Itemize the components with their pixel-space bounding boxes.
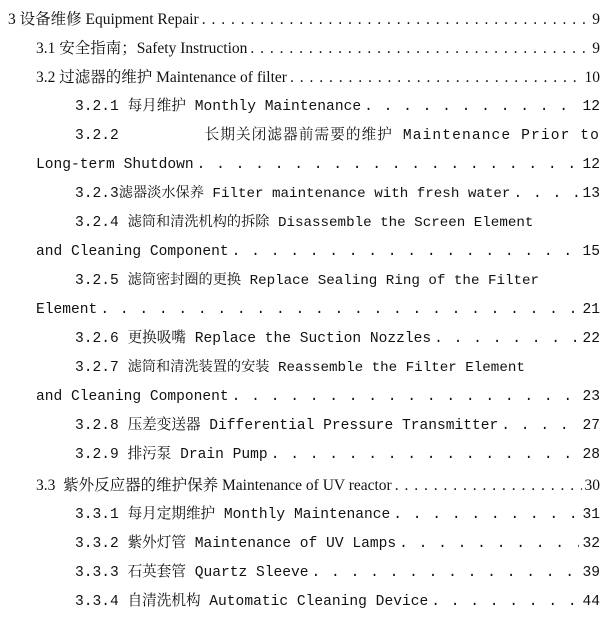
toc-leader-dots <box>271 441 580 469</box>
toc-number: 3.2.5 <box>75 273 119 289</box>
toc-entry-3-2-3[interactable] <box>75 180 600 208</box>
toc-entry-3-3-2[interactable] <box>75 530 600 558</box>
toc-number: 3.2.4 <box>75 215 119 231</box>
toc-entry-3-2-4[interactable] <box>75 209 600 237</box>
toc-title: 长期关闭滤器前需要的维护 Maintenance Prior to <box>204 128 600 144</box>
toc-title: 压差变送器 Differential Pressure Transmitter <box>127 418 499 434</box>
toc-title: 排污泵 Drain Pump <box>127 447 268 463</box>
toc-leader-dots <box>395 472 582 500</box>
toc-leader-dots <box>100 296 579 324</box>
toc-number: 3.2.3 <box>75 186 119 202</box>
toc-page-number: 30 <box>584 477 600 494</box>
toc-title: 每月维护 Monthly Maintenance <box>127 99 362 115</box>
toc-entry-3-2-5-continued[interactable] <box>36 296 600 324</box>
toc-entry-3-3-4[interactable] <box>75 588 600 616</box>
toc-title-continuation: and Cleaning Component <box>36 244 229 260</box>
toc-number: 3.3.3 <box>75 565 119 581</box>
toc-leader-dots <box>232 383 580 411</box>
toc-title: 滤器淡水保养 Filter maintenance with fresh water <box>118 186 511 202</box>
toc-page-number: 32 <box>582 536 600 552</box>
toc-page-number: 39 <box>582 565 600 581</box>
toc-leader-dots <box>501 412 579 440</box>
toc-leader-dots <box>364 93 579 121</box>
toc-number: 3.2.7 <box>75 360 119 376</box>
toc-title-continuation: Long-term Shutdown <box>36 157 194 173</box>
toc-entry-3-2-5[interactable] <box>75 267 600 295</box>
toc-entry-3[interactable] <box>8 6 600 34</box>
toc-leader-dots <box>513 180 579 208</box>
toc-title: 更换吸嘴 Replace the Suction Nozzles <box>127 331 432 347</box>
toc-number: 3.2.2 <box>75 128 119 144</box>
toc-title: 滤筒密封圈的更换 Replace Sealing Ring of the Filter <box>127 273 540 289</box>
toc-page-number: 9 <box>592 11 600 28</box>
toc-number: 3.2.1 <box>75 99 119 115</box>
toc-entry-3-3[interactable] <box>36 472 600 500</box>
toc-leader-dots <box>393 501 579 529</box>
toc-page-number: 28 <box>582 447 600 463</box>
toc-title: 紫外灯管 Maintenance of UV Lamps <box>127 536 397 552</box>
toc-title: 设备维修 Equipment Repair <box>19 11 199 28</box>
toc-entry-3-1[interactable] <box>36 35 600 63</box>
toc-entry-3-2[interactable] <box>36 64 600 92</box>
toc-title: 安全指南；Safety Instruction <box>59 40 248 57</box>
toc-leader-dots <box>197 151 580 179</box>
toc-page-number: 44 <box>582 594 600 610</box>
toc-title: 过滤器的维护 Maintenance of filter <box>59 69 287 86</box>
toc-number: 3.2 <box>36 69 56 86</box>
toc-number: 3 <box>8 11 16 28</box>
toc-page-number: 12 <box>582 157 600 173</box>
toc-title: 紫外反应器的维护保养 Maintenance of UV reactor <box>63 477 392 494</box>
toc-leader-dots <box>431 588 579 616</box>
toc-entry-3-2-7-continued[interactable] <box>36 383 600 411</box>
toc-number: 3.3.2 <box>75 536 119 552</box>
toc-title-continuation: Element <box>36 302 98 318</box>
toc-number: 3.2.9 <box>75 447 119 463</box>
toc-leader-dots <box>232 238 580 266</box>
toc-entry-3-2-8[interactable] <box>75 412 600 440</box>
toc-page-number: 15 <box>582 244 600 260</box>
toc-entry-3-3-1[interactable] <box>75 501 600 529</box>
toc-leader-dots <box>399 530 579 558</box>
toc-entry-3-2-4-continued[interactable] <box>36 238 600 266</box>
toc-title: 自清洗机构 Automatic Cleaning Device <box>127 594 429 610</box>
toc-number: 3.3.1 <box>75 507 119 523</box>
toc-page-number: 27 <box>582 418 600 434</box>
toc-leader-dots <box>312 559 580 587</box>
toc-page-number: 23 <box>582 389 600 405</box>
toc-title: 滤筒和清洗机构的拆除 Disassemble the Screen Element <box>127 215 534 231</box>
toc-entry-3-2-7[interactable] <box>75 354 600 382</box>
toc-leader-dots <box>250 35 589 63</box>
toc-title: 石英套管 Quartz Sleeve <box>127 565 309 581</box>
toc-entry-3-2-6[interactable] <box>75 325 600 353</box>
toc-number: 3.2.6 <box>75 331 119 347</box>
toc-number: 3.3.4 <box>75 594 119 610</box>
toc-page-number: 12 <box>582 99 600 115</box>
toc-leader-dots <box>434 325 579 353</box>
toc-page-number: 21 <box>582 302 600 318</box>
toc-entry-3-2-9[interactable] <box>75 441 600 469</box>
toc-number: 3.3 <box>36 477 56 494</box>
toc-entry-3-2-1[interactable] <box>75 93 600 121</box>
toc-page-number: 9 <box>592 40 600 57</box>
toc-number: 3.2.8 <box>75 418 119 434</box>
toc-leader-dots <box>202 6 590 34</box>
toc-page-number: 31 <box>582 507 600 523</box>
toc-entry-3-3-3[interactable] <box>75 559 600 587</box>
toc-entry-3-2-2-continued[interactable] <box>36 151 600 179</box>
toc-title: 滤筒和清洗装置的安装 Reassemble the Filter Element <box>127 360 525 376</box>
toc-entry-3-2-2[interactable] <box>75 122 600 150</box>
toc-title: 每月定期维护 Monthly Maintenance <box>127 507 391 523</box>
toc-page-number: 22 <box>582 331 600 347</box>
toc-title-continuation: and Cleaning Component <box>36 389 229 405</box>
toc-leader-dots <box>290 64 582 92</box>
toc-page-number: 13 <box>582 186 600 202</box>
toc-number: 3.1 <box>36 40 56 57</box>
toc-page-number: 10 <box>584 69 600 86</box>
